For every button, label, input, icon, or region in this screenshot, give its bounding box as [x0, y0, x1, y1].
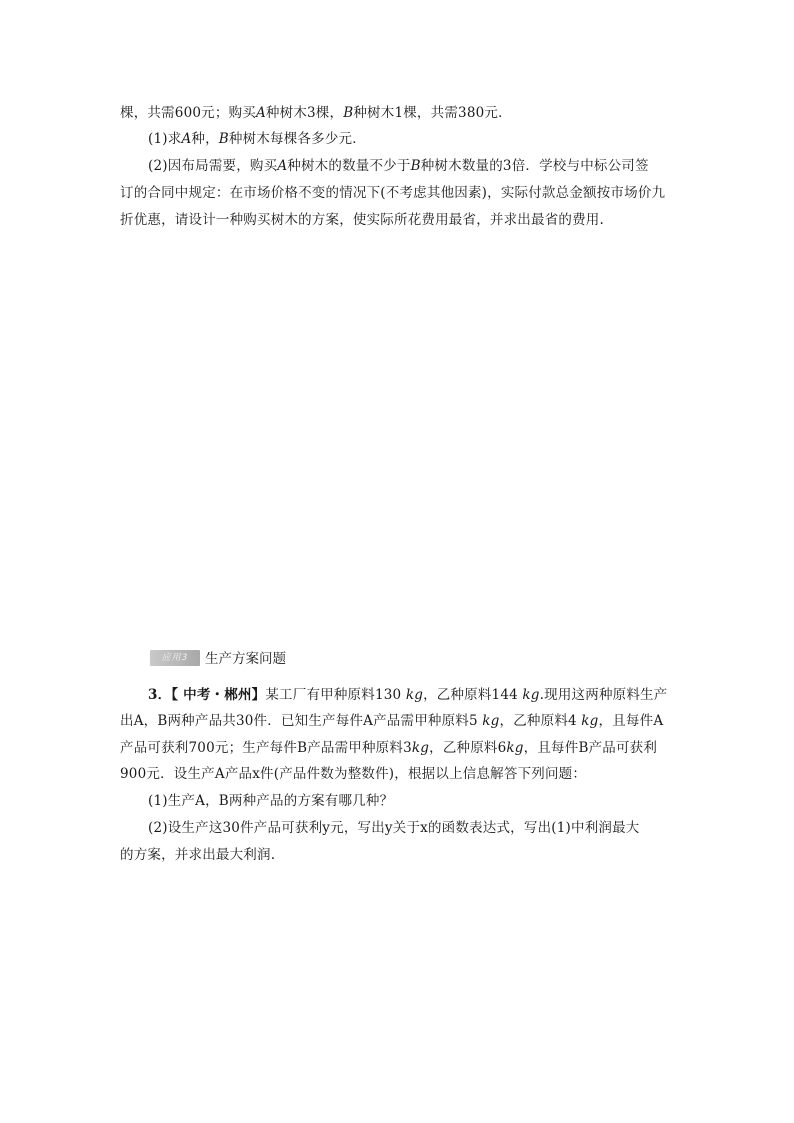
problem2-line1: 棵，共需600元；购买A种树木3棵，B种树木1棵，共需380元．	[120, 105, 512, 121]
section-title: 生产方案问题	[205, 651, 286, 667]
problem3-question1: (1)生产A，B两种产品的方案有哪几种？	[148, 793, 394, 809]
problem2-question2-line3: 折优惠，请设计一种购买树木的方案，使实际所花费用最省，并求出最省的费用.	[120, 212, 604, 228]
problem3-line3: 产品可获利700元；生产每件B产品需甲种原料3kg，乙种原料6kg，且每件B产品可获利	[120, 740, 658, 756]
section-tag-badge: 应用3	[150, 650, 200, 666]
problem2-question1: (1)求A种，B种树木每棵各多少元．	[148, 131, 366, 147]
problem2-question2-line2: 订的合同中规定：在市场价格不变的情况下(不考虑其他因素)，实际付款总金额按市场价九	[120, 185, 666, 201]
problem3-line4: 900元．设生产A产品x件(产品件数为整数件)，根据以上信息解答下列问题：	[120, 766, 587, 782]
problem3-number: 3．	[148, 687, 172, 703]
problem2-question2-line1: (2)因布局需要，购买A种树木的数量不少于B种树木数量的3倍．学校与中标公司签	[148, 158, 649, 174]
problem3-source: 【 中考・郴州】	[171, 687, 266, 703]
problem3-question2-line1: (2)设生产这30件产品可获利y元，写出y关于x的函数表达式，写出(1)中利润最大	[148, 820, 640, 836]
problem3-line1: 3．【 中考・郴州】某工厂有甲种原料130 kg，乙种原料144 kg.现用这两种原料生产	[148, 687, 668, 703]
problem3-line2: 出A，B两种产品共30件．已知生产每件A产品需甲种原料5 kg，乙种原料4 kg，且每件A	[120, 713, 664, 729]
problem3-question2-line2: 的方案，并求出最大利润.	[120, 847, 276, 863]
